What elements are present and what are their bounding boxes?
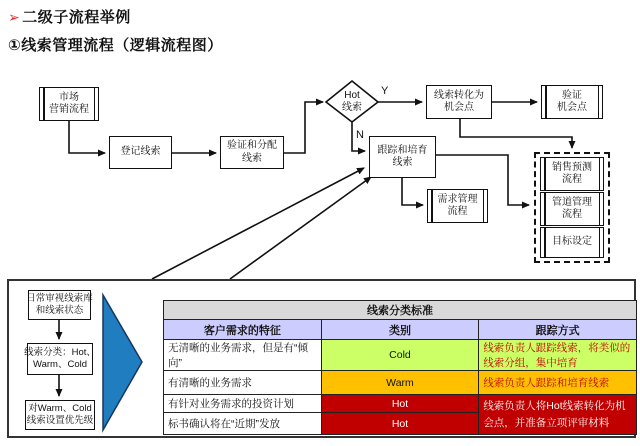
col-header-feature: 客户需求的特征 [164, 320, 322, 340]
cell-feature: 有清晰的业务需求 [164, 371, 322, 395]
node-set-priority: 对Warm、Cold 线索设置优先级 [25, 400, 95, 430]
lead-classification-table [163, 300, 637, 435]
arrow-track-to-demand [402, 178, 423, 205]
arrow-market-to-register [69, 121, 105, 153]
arrow-convert-to-dashed-group [460, 119, 572, 148]
cell-category-hot: Hot [321, 395, 479, 413]
node-pipeline-mgmt-process: 管道管理 流程 [540, 192, 604, 226]
node-convert-to-opportunity: 线索转化为 机会点 [426, 85, 492, 119]
table-row-warm [164, 371, 637, 395]
table-title-row [164, 301, 637, 320]
node-marketing-process: 市场 营销流程 [39, 87, 99, 121]
cell-feature: 无清晰的业务需求，但是有“倾向” [164, 340, 322, 371]
table-title: 线索分类标准 [164, 301, 637, 320]
cell-method: 线索负责人跟踪线索，将类似的线索分组，集中培育 [479, 340, 637, 371]
cell-method: 线索负责人跟踪和培育线索 [479, 371, 637, 395]
callout-line-left [152, 168, 364, 279]
node-register-lead: 登记线索 [109, 136, 172, 169]
cell-method-hot-merged: 线索负责人将Hot线索转化为机会点，并准备立项评审材料 [479, 395, 637, 435]
node-hot-lead-decision: Hot 线索 [342, 90, 362, 113]
node-verify-assign-lead: 验证和分配 线索 [220, 136, 284, 169]
red-arrow-bullet-icon: ➢ [8, 9, 21, 25]
cell-feature: 有针对业务需求的投资计划 [164, 395, 322, 413]
cell-category-warm: Warm [321, 371, 479, 395]
page-heading-text: 二级子流程举例 [22, 9, 131, 26]
col-header-method: 跟踪方式 [479, 320, 637, 340]
node-demand-mgmt-process: 需求管理 流程 [427, 189, 488, 223]
cell-category-hot: Hot [321, 413, 479, 435]
node-daily-review: 日常审视线索库 和线索状态 [28, 290, 91, 320]
table-header-row [164, 320, 637, 340]
node-track-nurture-lead: 跟踪和培育 线索 [369, 136, 436, 178]
cell-feature: 标书确认将在“近期”发放 [164, 413, 322, 435]
node-sales-forecast-process: 销售预测 流程 [540, 157, 604, 191]
table-row-hot-1 [164, 395, 637, 413]
callout-line-right [230, 177, 371, 279]
page-subheading: ①线索管理流程（逻辑流程图） [8, 37, 223, 54]
cell-category-cold: Cold [321, 340, 479, 371]
node-verify-opportunity: 验证 机会点 [541, 85, 603, 119]
table-row-cold [164, 340, 637, 371]
label-no: N [356, 129, 364, 141]
label-yes: Y [381, 85, 389, 97]
node-lead-classification: 线索分类：Hot、 Warm、Cold [27, 343, 93, 375]
col-header-category: 类别 [321, 320, 479, 340]
node-target-setting: 目标设定 [540, 227, 604, 258]
arrow-verify-to-decision [284, 102, 323, 153]
